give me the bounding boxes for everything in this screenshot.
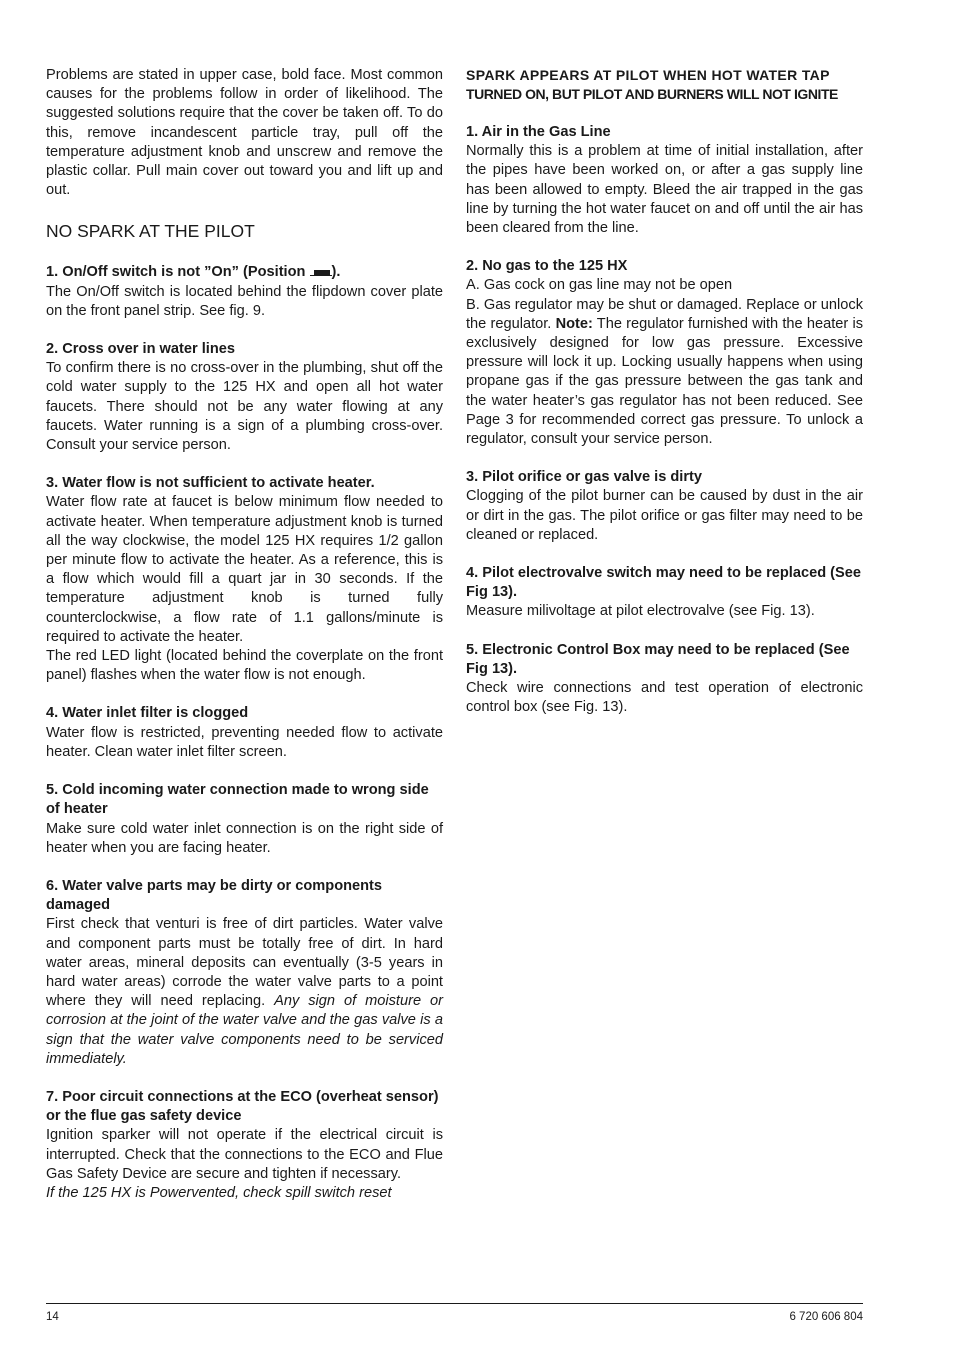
note-label: Note: [555, 315, 593, 332]
heading-text-end: ). [331, 264, 341, 281]
item-heading: 4. Pilot electrovalve switch may need to be replaced (See Fig 13). [466, 565, 862, 601]
item-body: To confirm there is no cross-over in the plumbing, shut off the cold water supply to the 125 HX and open all hot water faucets. There should not be any water flowing at any faucets. Water running is a sign of a plumbing cross-over. Consult your service person. [46, 360, 443, 454]
off-position-icon [310, 267, 332, 276]
title-line-1: SPARK APPEARS AT PILOT WHEN HOT WATER TAP [466, 67, 830, 83]
item-heading: 2. No gas to the 125 HX [466, 258, 628, 275]
item-heading: 4. Water inlet filter is clogged [46, 705, 249, 722]
section-title-spark-appears [466, 66, 863, 104]
item-line-b [466, 296, 863, 450]
right-column [466, 66, 863, 736]
intro-paragraph: Problems are stated in upper case, bold face. Most common causes for the problems follow in order of likelihood. The suggested solutions require that the cover be taken off. To do this, remove incandescent particle tray, pull off the temperature adjustment knob and unscrew and remove the plastic collar. Pull main cover out toward you and lift up and out. [46, 67, 443, 199]
item-body: Check wire connections and test operation of electronic control box (see Fig. 13). [466, 680, 863, 716]
body-italic-text: Any sign of moisture or corrosion at the joint of the water valve and the gas valve is a sign that the water valve components need to be serviced immediately. [46, 993, 443, 1067]
item-eco-connections [46, 1088, 443, 1203]
heading-text: 1. On/Off switch is not ”On” (Position [46, 264, 310, 281]
line-b-text: B. Gas regulator may be shut or damaged. Replace or unlock the regulator. [466, 296, 863, 332]
item-heading: 3. Pilot orifice or gas valve is dirty [466, 469, 703, 486]
left-column [46, 66, 443, 1222]
item-body: Water flow is restricted, preventing needed flow to activate heater. Clean water inlet filter screen. [46, 724, 443, 760]
item-line-a: A. Gas cock on gas line may not be open [466, 277, 733, 294]
item-heading: 3. Water flow is not sufficient to activate heater. [46, 475, 375, 492]
item-body: Water flow rate at faucet is below minimum flow needed to activate heater. When temperature adjustment knob is turned all the way clockwise, the model 125 HX requires 1/2 gallon per minute flow to activate the heater. As a reference, this is a flow which would fill a quart jar in 30 seconds. If the temperature adjustment knob is turned fully counterclockwise, a flow rate of 1.1 gallons/minute is required to activate the heater. [46, 494, 443, 645]
item-no-gas [466, 257, 863, 449]
item-heading [46, 263, 443, 282]
item-wrong-side [46, 781, 443, 858]
item-pilot-electrovalve [466, 564, 863, 622]
title-line-2: TURNED ON, BUT PILOT AND BURNERS WILL NOT IGNITE [466, 86, 838, 102]
item-body: Measure milivoltage at pilot electrovalve (see Fig. 13). [466, 603, 815, 620]
item-water-valve [46, 877, 443, 1069]
item-body: Normally this is a problem at time of initial installation, after the pipes have been worked on, or after a gas supply line has been allowed to empty. Bleed the air trapped in the gas line by turning the hot water faucet on and off until the air has been cleared from the line. [466, 143, 863, 237]
item-cross-over [46, 340, 443, 455]
item-air-in-gas-line [466, 123, 863, 238]
item-body: Clogging of the pilot burner can be caused by dust in the air or dirt in the gas. The pilot orifice or gas filter may need to be cleaned or replaced. [466, 488, 863, 543]
item-body [46, 915, 443, 1069]
item-heading: 7. Poor circuit connections at the ECO (overheat sensor) or the flue gas safety device [46, 1088, 439, 1125]
item-heading: 5. Cold incoming water connection made to wrong side of heater [46, 782, 429, 818]
item-body-italic: If the 125 HX is Powervented, check spill switch reset [46, 1184, 392, 1201]
document-number: 6 720 606 804 [789, 1311, 863, 1323]
page-number: 14 [46, 1311, 59, 1323]
item-body: The On/Off switch is located behind the flipdown cover plate on the front panel strip. See fig. 9. [46, 283, 443, 319]
item-on-off-switch [46, 263, 443, 321]
item-pilot-orifice [466, 468, 863, 545]
footer-divider [46, 1303, 863, 1304]
item-inlet-filter [46, 704, 443, 762]
item-heading: 6. Water valve parts may be dirty or components damaged [46, 877, 383, 914]
body-text: First check that venturi is free of dirt particles. Water valve and component parts must be totally free of dirt. In hard water areas, mineral deposits can eventually (3-5 years in hard water areas) corrode the water valve parts to a point where they will need replacing. [46, 916, 443, 1010]
item-body-2: The red LED light (located behind the coverplate on the front panel) flashes when the water flow is not enough. [46, 648, 443, 684]
item-body: Ignition sparker will not operate if the electrical circuit is interrupted. Check that the connections to the ECO and Flue Gas Safety Device are secure and tighten if necessary. [46, 1127, 443, 1182]
line-b-note-text: The regulator furnished with the heater is exclusively designed for low gas pressure. Excessive pressure will lock it up. Locking usually happens when using propane gas if the gas pressure between the gas tank and the water heater’s gas regulator has not been reduced. See Page 3 for recommended correct gas pressure. To unlock a regulator, consult your service person. [466, 315, 863, 448]
item-water-flow [46, 474, 443, 685]
item-body: Make sure cold water inlet connection is on the right side of heater when you are facing heater. [46, 820, 443, 856]
section-title-no-spark: NO SPARK AT THE PILOT [46, 221, 255, 242]
item-heading: 5. Electronic Control Box may need to be replaced (See Fig 13). [466, 641, 850, 677]
item-heading: 1. Air in the Gas Line [466, 124, 611, 140]
item-control-box [466, 641, 863, 718]
item-heading: 2. Cross over in water lines [46, 341, 235, 358]
